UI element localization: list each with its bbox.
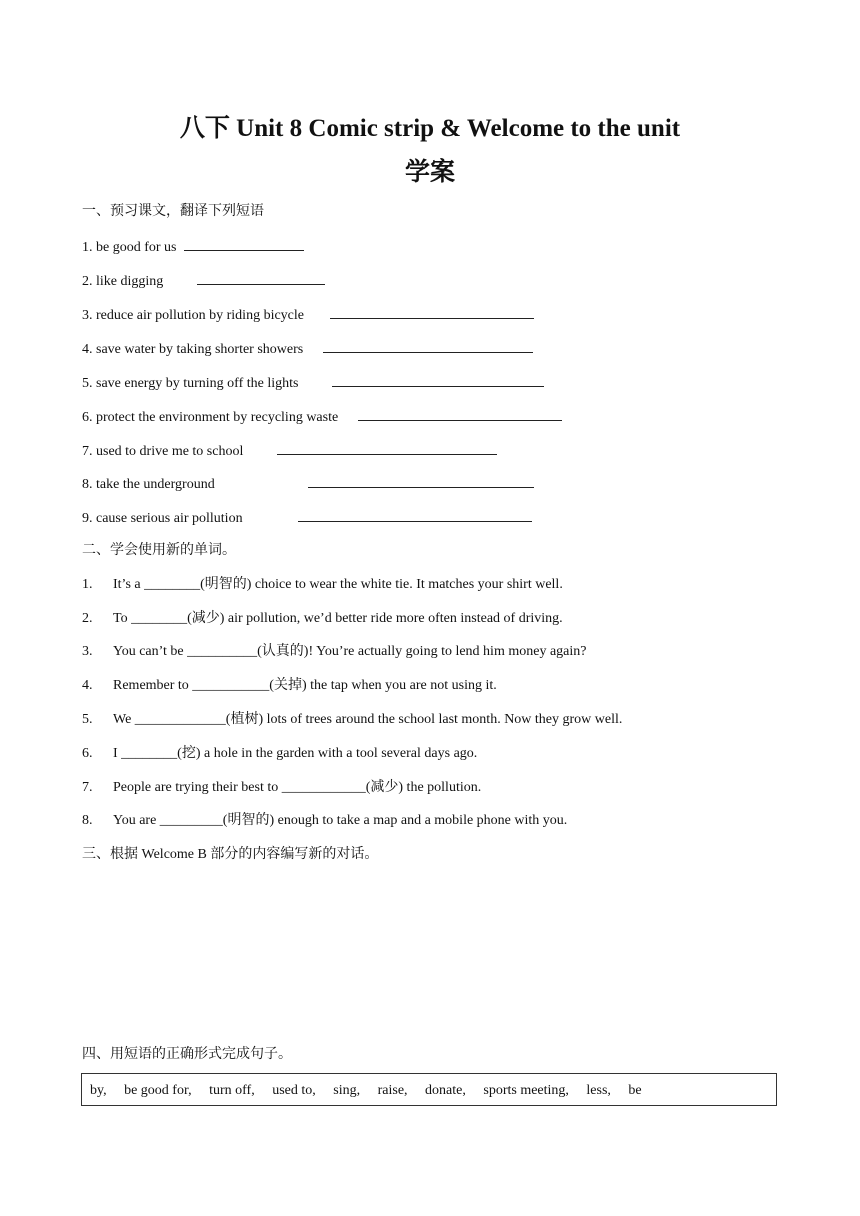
phrase-text: 8. take the underground — [82, 477, 215, 492]
word-bank-item: be good for, — [124, 1083, 192, 1098]
word-bank-item: sports meeting, — [483, 1083, 569, 1098]
question-text: I ________(挖) a hole in the garden with a tool several days ago. — [113, 746, 478, 761]
phrase-item-5 — [82, 373, 544, 393]
answer-blank[interactable] — [277, 441, 497, 455]
answer-blank[interactable] — [330, 305, 534, 319]
phrase-text: 7. used to drive me to school — [82, 444, 244, 459]
question-text: To ________(减少) air pollution, we’d better ride more often instead of driving. — [113, 611, 563, 626]
question-text: You can’t be __________(认真的)! You’re actually going to lend him money again? — [113, 644, 587, 659]
phrase-text: 9. cause serious air pollution — [82, 511, 243, 526]
answer-blank[interactable] — [332, 373, 544, 387]
answer-blank[interactable] — [308, 474, 534, 488]
phrase-text: 5. save energy by turning off the lights — [82, 376, 299, 391]
section4-heading: 四、用短语的正确形式完成句子。 — [82, 1047, 292, 1062]
question-text: We _____________(植树) lots of trees around the school last month. Now they grow well. — [113, 712, 623, 727]
answer-blank[interactable] — [197, 271, 325, 285]
phrase-item-6 — [82, 407, 562, 427]
section2-heading: 二、学会使用新的单词。 — [82, 543, 236, 558]
question-number: 3. — [82, 644, 93, 659]
question-number: 2. — [82, 611, 93, 626]
section1-heading: 一、预习课文，翻译下列短语 — [82, 204, 264, 219]
question-text: Remember to ___________(关掉) the tap when you are not using it. — [113, 678, 497, 693]
phrase-text: 6. protect the environment by recycling waste — [82, 410, 339, 425]
question-text: People are trying their best to ____________(减少) the pollution. — [113, 780, 482, 795]
worksheet-subtitle: 学案 — [404, 159, 455, 186]
phrase-text: 4. save water by taking shorter showers — [82, 342, 304, 357]
question-text: You are _________(明智的) enough to take a map and a mobile phone with you. — [113, 813, 568, 828]
worksheet-title: 八下 Unit 8 Comic strip & Welcome to the unit — [179, 115, 681, 142]
answer-blank[interactable] — [358, 407, 562, 421]
answer-blank[interactable] — [184, 237, 304, 251]
question-number: 7. — [82, 780, 93, 795]
answer-blank[interactable] — [323, 339, 533, 353]
phrase-item-8 — [82, 474, 534, 494]
phrase-item-3 — [82, 305, 534, 325]
answer-blank[interactable] — [298, 508, 532, 522]
word-bank-item: less, — [586, 1083, 611, 1098]
word-bank-item: raise, — [377, 1083, 408, 1098]
phrase-item-1 — [82, 237, 304, 257]
section3-heading: 三、根据 Welcome B 部分的内容编写新的对话。 — [82, 847, 379, 862]
phrase-text: 3. reduce air pollution by riding bicycle — [82, 308, 304, 323]
word-bank-item: by, — [90, 1083, 107, 1098]
question-number: 4. — [82, 678, 93, 693]
phrase-text: 1. be good for us — [82, 240, 177, 255]
phrase-item-9 — [82, 508, 532, 528]
question-number: 1. — [82, 577, 93, 592]
word-bank-item: sing, — [333, 1083, 361, 1098]
word-bank-item: used to, — [272, 1083, 316, 1098]
phrase-item-2 — [82, 271, 325, 291]
word-bank-item: donate, — [425, 1083, 466, 1098]
word-bank-item: be — [628, 1083, 642, 1098]
question-text: It’s a ________(明智的) choice to wear the white tie. It matches your shirt well. — [113, 577, 563, 592]
phrase-text: 2. like digging — [82, 274, 164, 289]
question-number: 5. — [82, 712, 93, 727]
question-number: 6. — [82, 746, 93, 761]
word-bank-item: turn off, — [209, 1083, 255, 1098]
phrase-item-4 — [82, 339, 533, 359]
question-number: 8. — [82, 813, 93, 828]
phrase-item-7 — [82, 441, 497, 461]
word-bank-box — [81, 1073, 777, 1106]
